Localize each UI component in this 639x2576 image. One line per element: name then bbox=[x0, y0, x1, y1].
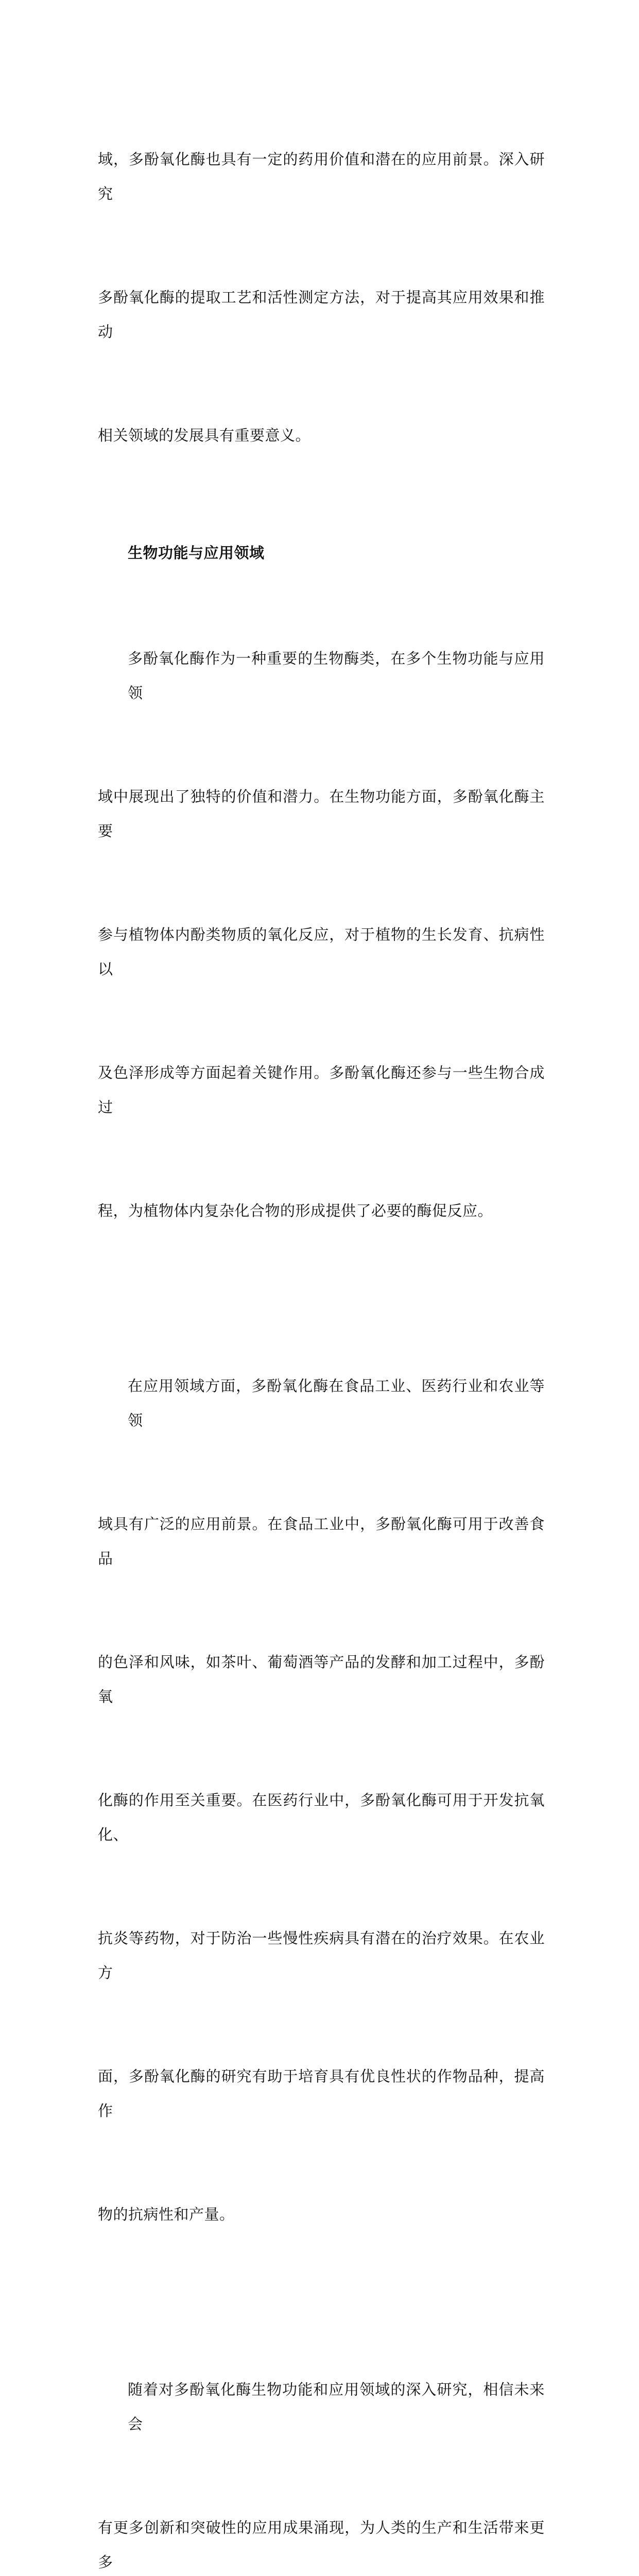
document-body bbox=[98, 73, 545, 2576]
text-line: 参与植物体内酚类物质的氧化反应，对于植物的生长发育、抗病性以 bbox=[98, 926, 545, 978]
paragraph-application-fields bbox=[98, 1300, 545, 2301]
text-line: 域中展现出了独特的价值和潜力。在生物功能方面，多酚氧化酶主要 bbox=[98, 788, 545, 840]
text-line: 有更多创新和突破性的应用成果涌现，为人类的生产和生活带来更多 bbox=[98, 2519, 545, 2571]
text-line: 抗炎等药物，对于防治一些慢性疾病具有潜在的治疗效果。在农业方 bbox=[98, 1929, 545, 1981]
paragraph-future-outlook bbox=[98, 2303, 545, 2576]
section-heading: 生物功能与应用领域 bbox=[128, 544, 265, 562]
text-line: 物的抗病性和产量。 bbox=[98, 2206, 235, 2223]
text-line: 程，为植物体内复杂化合物的形成提供了必要的酶促反应。 bbox=[98, 1202, 493, 1219]
text-line: 及色泽形成等方面起着关键作用。多酚氧化酶还参与一些生物合成过 bbox=[98, 1064, 545, 1116]
text-line: 的色泽和风味，如茶叶、葡萄酒等产品的发酵和加工过程中，多酚氧 bbox=[98, 1653, 545, 1705]
text-line: 随着对多酚氧化酶生物功能和应用领域的深入研究，相信未来会 bbox=[128, 2381, 545, 2433]
text-line: 多酚氧化酶的提取工艺和活性测定方法，对于提高其应用效果和推动 bbox=[98, 289, 545, 341]
text-line: 化酶的作用至关重要。在医药行业中，多酚氧化酶可用于开发抗氧化、 bbox=[98, 1791, 545, 1843]
paragraph-biological-function bbox=[98, 572, 545, 1297]
text-line: 多酚氧化酶作为一种重要的生物酶类，在多个生物功能与应用领 bbox=[128, 650, 545, 702]
continuation-paragraph bbox=[98, 73, 545, 522]
text-line: 域，多酚氧化酶也具有一定的药用价值和潜在的应用前景。深入研究 bbox=[98, 150, 545, 202]
text-line: 面，多酚氧化酶的研究有助于培育具有优良性状的作物品种，提高作 bbox=[98, 2067, 545, 2120]
text-line: 域具有广泛的应用前景。在食品工业中，多酚氧化酶可用于改善食品 bbox=[98, 1515, 545, 1567]
text-line: 在应用领域方面，多酚氧化酶在食品工业、医药行业和农业等领 bbox=[128, 1377, 545, 1429]
text-line: 相关领域的发展具有重要意义。 bbox=[98, 427, 311, 444]
